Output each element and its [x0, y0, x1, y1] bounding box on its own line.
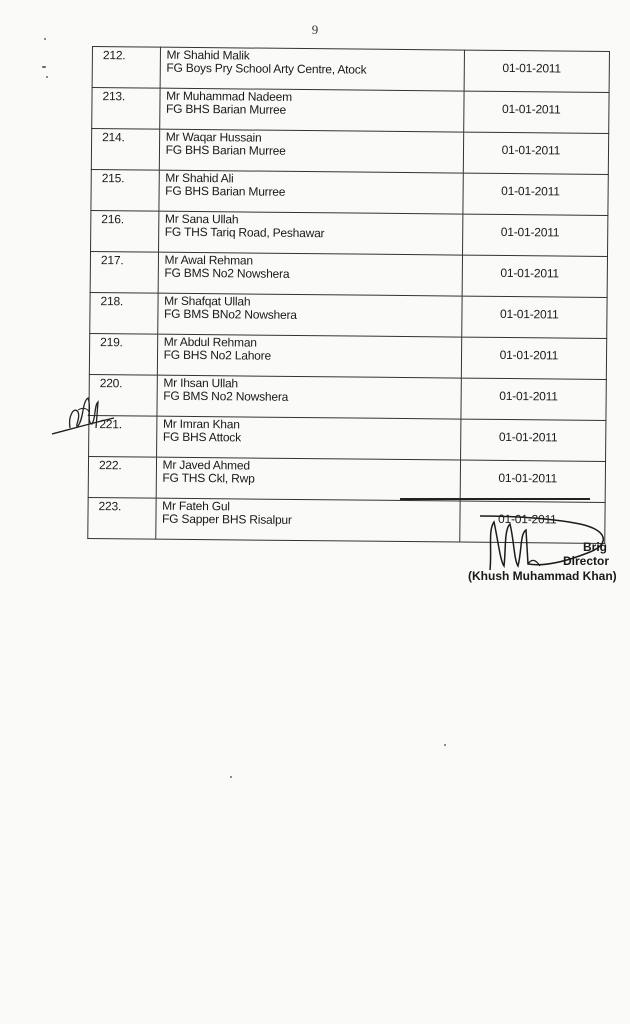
- serial-number-cell: 220.: [89, 374, 157, 416]
- school-name: FG BHS Attock: [162, 429, 242, 445]
- table-row: [92, 88, 609, 134]
- name-school-cell: [158, 211, 462, 255]
- school-name: FG BMS No2 Nowshera: [164, 265, 290, 281]
- teacher-name: Mr Sana Ullah: [164, 211, 239, 227]
- teacher-name: Mr Shafqat Ullah: [164, 293, 251, 309]
- date-cell: 01-01-2011: [460, 419, 606, 461]
- teacher-name: Mr Imran Khan: [162, 416, 240, 432]
- table-row: [89, 374, 606, 420]
- margin-mark: [42, 66, 46, 68]
- teacher-name: Mr Muhammad Nadeem: [166, 88, 292, 104]
- serial-number-cell: 214.: [91, 129, 159, 171]
- date-cell: 01-01-2011: [460, 460, 606, 502]
- school-name: FG THS Ckl, Rwp: [162, 470, 255, 486]
- teacher-name: Mr Shahid Malik: [166, 47, 250, 63]
- teacher-name: Mr Shahid Ali: [165, 170, 234, 186]
- serial-number-cell: 217.: [90, 251, 158, 293]
- page-number: 9: [311, 22, 319, 37]
- date-cell: 01-01-2011: [463, 132, 609, 174]
- date-cell: 01-01-2011: [461, 337, 607, 379]
- school-name: FG BMS No2 Nowshera: [163, 388, 289, 404]
- name-school-cell: [159, 88, 463, 132]
- serial-number-cell: 223.: [88, 497, 156, 539]
- teacher-name: Mr Abdul Rehman: [163, 334, 257, 350]
- signatory-rank: Brig: [583, 540, 607, 554]
- school-name: FG BHS Barian Murree: [165, 183, 286, 199]
- signatory-name: (Khush Muhammad Khan): [468, 569, 617, 583]
- school-name: FG BMS BNo2 Nowshera: [163, 306, 297, 322]
- table-row: [92, 47, 609, 93]
- initials-signature: [48, 388, 118, 438]
- margin-mark: [230, 776, 232, 778]
- margin-mark: [444, 744, 446, 746]
- table-row: [89, 415, 606, 461]
- teacher-name: Mr Javed Ahmed: [162, 457, 250, 473]
- table-row: [91, 169, 608, 215]
- name-school-cell: [158, 252, 462, 296]
- serial-number-cell: 213.: [92, 88, 160, 130]
- date-cell: 01-01-2011: [461, 378, 607, 420]
- serial-number-cell: 216.: [91, 210, 159, 252]
- teacher-name: Mr Awal Rehman: [164, 252, 253, 268]
- name-school-cell: [159, 129, 463, 173]
- name-school-cell: [156, 416, 460, 460]
- signatory-title: Director: [562, 554, 609, 568]
- serial-number-cell: 218.: [90, 292, 158, 334]
- school-name: FG Boys Pry School Arty Centre, Atock: [166, 60, 367, 77]
- name-school-cell: [160, 47, 464, 91]
- margin-mark: [44, 38, 46, 40]
- name-school-cell: [157, 375, 461, 419]
- school-name: FG BHS Barian Murree: [165, 142, 286, 158]
- date-cell: 01-01-2011: [463, 91, 609, 133]
- name-school-cell: [159, 170, 463, 214]
- table-row: [89, 333, 606, 379]
- serial-number-cell: 222.: [88, 456, 156, 498]
- date-cell: 01-01-2011: [459, 501, 605, 543]
- school-name: FG BHS No2 Lahore: [163, 347, 272, 363]
- serial-number-cell: 221.: [89, 415, 157, 457]
- staff-list-table-wrapper: [87, 46, 610, 544]
- table-row: [90, 292, 607, 338]
- table-row: [91, 129, 608, 175]
- serial-number-cell: 212.: [92, 47, 160, 89]
- school-name: FG THS Tariq Road, Peshawar: [164, 224, 325, 241]
- table-row: [90, 251, 607, 297]
- school-name: FG Sapper BHS Risalpur: [162, 511, 292, 527]
- staff-list-table: [87, 46, 610, 544]
- date-cell: 01-01-2011: [461, 296, 607, 338]
- serial-number-cell: 215.: [91, 169, 159, 211]
- signature-block: [400, 490, 615, 590]
- name-school-cell: [157, 334, 461, 378]
- table-row: [91, 210, 608, 256]
- teacher-name: Mr Fateh Gul: [162, 498, 230, 514]
- margin-mark: [46, 76, 48, 78]
- school-name: FG BHS Barian Murree: [165, 101, 287, 117]
- date-cell: 01-01-2011: [462, 214, 608, 256]
- date-cell: 01-01-2011: [462, 173, 608, 215]
- teacher-name: Mr Ihsan Ullah: [163, 375, 239, 391]
- name-school-cell: [157, 293, 461, 337]
- teacher-name: Mr Waqar Hussain: [165, 129, 262, 145]
- date-cell: 01-01-2011: [462, 255, 608, 297]
- date-cell: 01-01-2011: [464, 50, 610, 92]
- serial-number-cell: 219.: [89, 333, 157, 375]
